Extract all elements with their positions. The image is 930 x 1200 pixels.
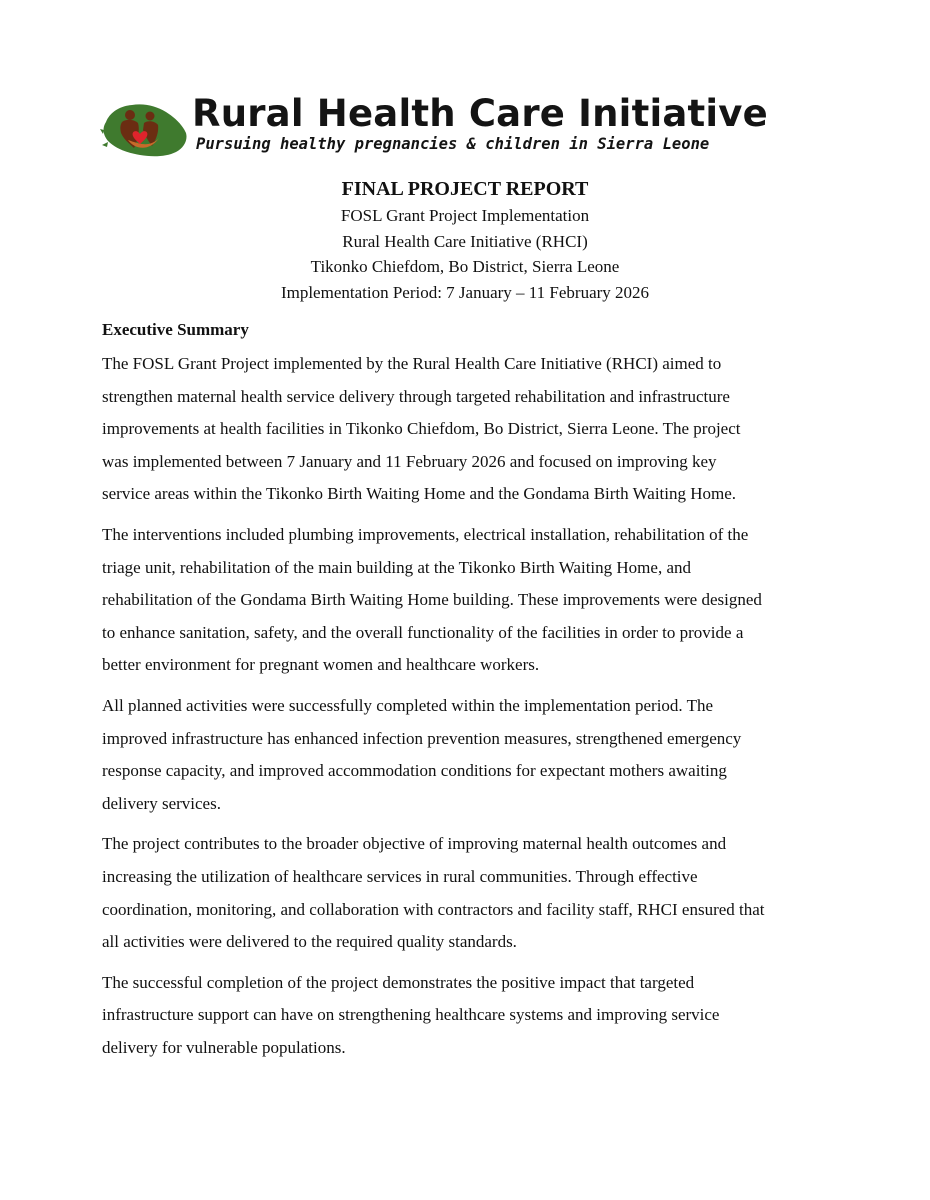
paragraph-line: improvements at health facilities in Tikonko Chiefdom, Bo District, Sierra Leone. The project	[102, 419, 741, 439]
paragraph-line: delivery services.	[102, 793, 221, 813]
paragraph-line: rehabilitation of the Gondama Birth Waiting Home building. These improvements were designed	[102, 590, 762, 610]
paragraph-line: The interventions included plumbing improvements, electrical installation, rehabilitation of the	[102, 524, 749, 544]
paragraph-line: better environment for pregnant women and healthcare workers.	[102, 655, 540, 675]
organization-banner	[100, 92, 820, 162]
location-line: Tikonko Chiefdom, Bo District, Sierra Leone	[310, 257, 620, 276]
summary-paragraph	[102, 967, 832, 1065]
paragraph-line: coordination, monitoring, and collaboration with contractors and facility staff, RHCI ensured that	[102, 899, 765, 919]
summary-paragraph	[102, 690, 832, 820]
report-title: FINAL PROJECT REPORT	[341, 178, 589, 200]
organization-line: Rural Health Care Initiative (RHCI)	[342, 231, 588, 251]
organization-tagline: Pursuing healthy pregnancies & children in Sierra Leone	[196, 135, 710, 153]
paragraph-line: strengthen maternal health service delivery through targeted rehabilitation and infrastructure	[102, 386, 730, 406]
paragraph-line: all activities were delivered to the required quality standards.	[102, 932, 517, 952]
report-header	[0, 176, 930, 305]
section-heading: Executive Summary	[102, 320, 249, 339]
organization-name: Rural Health Care Initiative	[192, 92, 768, 135]
paragraph-line: increasing the utilization of healthcare services in rural communities. Through effective	[102, 866, 698, 886]
paragraph-line: service areas within the Tikonko Birth Waiting Home and the Gondama Birth Waiting Home.	[102, 484, 737, 504]
paragraph-line: delivery for vulnerable populations.	[102, 1037, 346, 1057]
sierra-leone-map-logo-icon	[100, 100, 188, 158]
paragraph-line: infrastructure support can have on strengthening healthcare systems and improving service	[102, 1005, 720, 1025]
paragraph-line: The FOSL Grant Project implemented by the Rural Health Care Initiative (RHCI) aimed to	[102, 354, 722, 373]
paragraph-line: The project contributes to the broader objective of improving maternal health outcomes and	[102, 834, 727, 854]
paragraph-line: response capacity, and improved accommodation conditions for expectant mothers awaiting	[102, 761, 727, 781]
executive-summary-section	[102, 318, 832, 1072]
implementation-period: Implementation Period: 7 January – 11 February 2026	[280, 282, 650, 302]
paragraph-line: triage unit, rehabilitation of the main building at the Tikonko Birth Waiting Home, and	[102, 557, 691, 577]
summary-paragraph	[102, 519, 832, 682]
paragraph-line: All planned activities were successfully completed within the implementation period. The	[102, 695, 714, 715]
paragraph-line: to enhance sanitation, safety, and the overall functionality of the facilities in order to provide a	[102, 622, 744, 642]
paragraph-line: The successful completion of the project demonstrates the positive impact that targeted	[102, 972, 695, 992]
summary-paragraph	[102, 348, 832, 511]
paragraph-line: was implemented between 7 January and 11 February 2026 and focused on improving key	[102, 451, 717, 471]
summary-paragraph	[102, 828, 832, 958]
paragraph-line: improved infrastructure has enhanced infection prevention measures, strengthened emergency	[102, 728, 742, 748]
project-name: FOSL Grant Project Implementation	[340, 206, 590, 225]
